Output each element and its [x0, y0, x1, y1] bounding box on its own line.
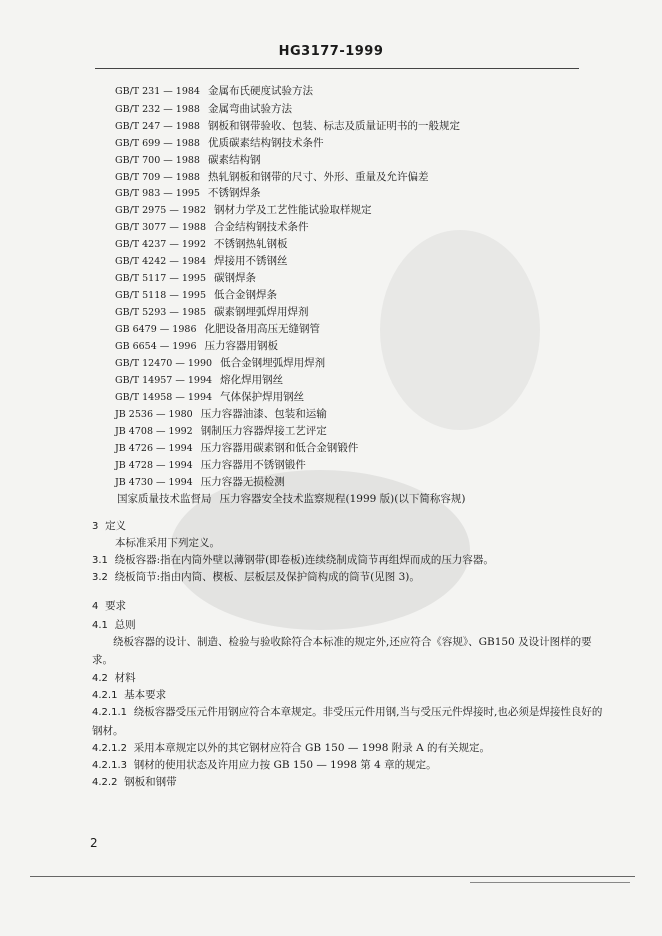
reference-code: GB/T 4242 — 1984: [115, 256, 207, 267]
reference-item: [115, 406, 327, 422]
clause-number: 4.2.1.3: [92, 760, 127, 771]
reference-item: [115, 440, 358, 456]
reference-item: [115, 372, 283, 388]
scan-stain: [380, 230, 540, 430]
reference-code: GB/T 247 — 1988: [115, 121, 200, 132]
reference-item: [115, 389, 304, 405]
clause-title: 总则: [114, 619, 136, 631]
reference-title: 不锈钢热轧钢板: [214, 238, 288, 250]
reference-code: GB/T 699 — 1988: [115, 138, 200, 149]
reference-item: [115, 118, 460, 134]
reference-title: 压力容器无损检测: [200, 476, 285, 488]
reference-item: [117, 491, 465, 507]
section-4-heading: [92, 598, 126, 615]
document-header-title: HG3177-1999: [278, 44, 384, 59]
section-number: 4: [92, 601, 99, 612]
reference-code: GB/T 700 — 1988: [115, 155, 200, 166]
reference-code: GB/T 232 — 1988: [115, 104, 200, 115]
reference-code: JB 4726 — 1994: [115, 443, 193, 454]
clause-text: 采用本章规定以外的其它钢材应符合 GB 150 — 1998 附录 A 的有关规定。: [133, 742, 490, 754]
reference-title: 热轧钢板和钢带的尺寸、外形、重量及允许偏差: [207, 171, 429, 183]
reference-title: 金属布氏硬度试验方法: [207, 85, 313, 97]
reference-title: 金属弯曲试验方法: [207, 103, 292, 115]
reference-item: [115, 83, 313, 99]
clause-title: 材料: [114, 672, 136, 684]
reference-code: JB 4708 — 1992: [115, 426, 193, 437]
reference-item: [115, 474, 285, 490]
reference-code: JB 2536 — 1980: [115, 409, 193, 420]
reference-item: [115, 253, 288, 269]
clause-text: 绕板容器受压元件用钢应符合本章规定。非受压元件用钢,当与受压元件焊接时,也必须是焊接性良好的钢材。: [92, 706, 603, 737]
clause-number: 4.2: [92, 673, 108, 684]
reference-title: 优质碳素结构钢技术条件: [207, 137, 324, 149]
clause-4-2-2-heading: [92, 774, 177, 791]
reference-title: 碳钢焊条: [214, 272, 257, 284]
header-rule: [95, 68, 579, 69]
reference-title: 低合金钢埋弧焊用焊剂: [220, 357, 326, 369]
reference-item: [115, 304, 309, 320]
reference-item: [115, 135, 323, 151]
reference-code: 国家质量技术监督局: [117, 493, 212, 505]
reference-item: [115, 338, 278, 354]
footer-rule: [470, 882, 630, 883]
reference-title: 焊接用不锈钢丝: [214, 255, 288, 267]
reference-title: 压力容器用不锈钢锻件: [200, 459, 306, 471]
reference-title: 钢板和钢带验收、包装、标志及质量证明书的一般规定: [207, 120, 460, 132]
reference-code: GB/T 12470 — 1990: [115, 358, 213, 369]
reference-title: 压力容器用碳素钢和低合金钢锻件: [200, 442, 359, 454]
reference-item: [115, 321, 320, 337]
reference-item: [115, 219, 309, 235]
reference-code: JB 4728 — 1994: [115, 460, 193, 471]
clause-4-2-heading: [92, 670, 136, 687]
reference-title: 压力容器用钢板: [204, 340, 278, 352]
clause-number: 4.2.1.2: [92, 743, 127, 754]
reference-item: [115, 101, 292, 117]
page-number: 2: [90, 836, 98, 850]
reference-code: GB/T 2975 — 1982: [115, 205, 207, 216]
reference-item: [115, 185, 260, 201]
reference-item: [115, 287, 277, 303]
clause-number: 4.2.1: [92, 690, 118, 701]
clause-number: 3.1: [92, 555, 108, 566]
reference-title: 钢材力学及工艺性能试验取样规定: [214, 204, 372, 216]
section-title: 要求: [105, 600, 127, 612]
reference-item: [115, 236, 288, 252]
reference-code: GB/T 3077 — 1988: [115, 222, 207, 233]
clause-4-2-1-heading: [92, 687, 166, 704]
clause-title: 基本要求: [124, 689, 167, 701]
reference-item: [115, 152, 260, 168]
reference-code: GB/T 14957 — 1994: [115, 375, 213, 386]
clause-number: 4.2.1.1: [92, 707, 127, 718]
reference-code: GB/T 14958 — 1994: [115, 392, 213, 403]
clause-text: 钢材的使用状态及许用应力按 GB 150 — 1998 第 4 章的规定。: [133, 759, 437, 771]
clause-4-1-heading: [92, 617, 136, 634]
reference-title: 碳素结构钢: [207, 154, 261, 166]
reference-item: [115, 169, 428, 185]
reference-title: 化肥设备用高压无缝钢管: [204, 323, 320, 335]
reference-title: 气体保护焊用钢丝: [220, 391, 305, 403]
reference-item: [115, 270, 256, 286]
section-3-intro: 本标准采用下列定义。: [115, 537, 220, 549]
clause-4-1-text: 绕板容器的设计、制造、检验与验收除符合本标准的规定外,还应符合《容规》、GB150 及设计图样的要求。: [92, 636, 592, 666]
reference-title: 不锈钢焊条: [207, 187, 261, 199]
reference-code: JB 4730 — 1994: [115, 477, 193, 488]
clause-4-2-1-2: [92, 740, 490, 757]
clause-text: 绕板容器:指在内筒外壁以薄钢带(即卷板)连续绕制成筒节再组焊而成的压力容器。: [114, 554, 494, 566]
definition-3-1: [92, 552, 494, 569]
section-number: 3: [92, 521, 99, 532]
reference-code: GB/T 5293 — 1985: [115, 307, 207, 318]
clause-text: 绕板筒节:指由内筒、楔板、层板层及保护筒构成的筒节(见图 3)。: [114, 571, 420, 583]
reference-code: GB/T 5118 — 1995: [115, 290, 207, 301]
reference-code: GB/T 5117 — 1995: [115, 273, 207, 284]
definition-3-2: [92, 569, 420, 586]
reference-code: GB 6479 — 1986: [115, 324, 197, 335]
clause-number: 3.2: [92, 572, 108, 583]
reference-code: GB/T 231 — 1984: [115, 86, 200, 97]
reference-code: GB 6654 — 1996: [115, 341, 197, 352]
reference-code: GB/T 4237 — 1992: [115, 239, 207, 250]
reference-title: 低合金钢焊条: [214, 289, 278, 301]
reference-item: [115, 457, 306, 473]
clause-number: 4.1: [92, 620, 108, 631]
reference-code: GB/T 709 — 1988: [115, 172, 200, 183]
reference-title: 钢制压力容器焊接工艺评定: [200, 425, 327, 437]
reference-title: 熔化焊用钢丝: [220, 374, 284, 386]
section-title: 定义: [105, 520, 127, 532]
reference-item: [115, 423, 327, 439]
reference-title: 压力容器安全技术监察规程(1999 版)(以下简称容规): [219, 493, 466, 505]
clause-title: 钢板和钢带: [124, 776, 177, 788]
clause-number: 4.2.2: [92, 777, 118, 788]
reference-title: 碳素钢埋弧焊用焊剂: [214, 306, 309, 318]
reference-item: [115, 202, 372, 218]
reference-title: 合金结构钢技术条件: [214, 221, 309, 233]
reference-code: GB/T 983 — 1995: [115, 188, 200, 199]
reference-title: 压力容器油漆、包装和运输: [200, 408, 327, 420]
footer-rule: [30, 876, 635, 877]
reference-item: [115, 355, 325, 371]
clause-4-2-1-3: [92, 757, 437, 774]
section-3-heading: [92, 518, 126, 535]
clause-4-2-1-1: [92, 703, 607, 740]
